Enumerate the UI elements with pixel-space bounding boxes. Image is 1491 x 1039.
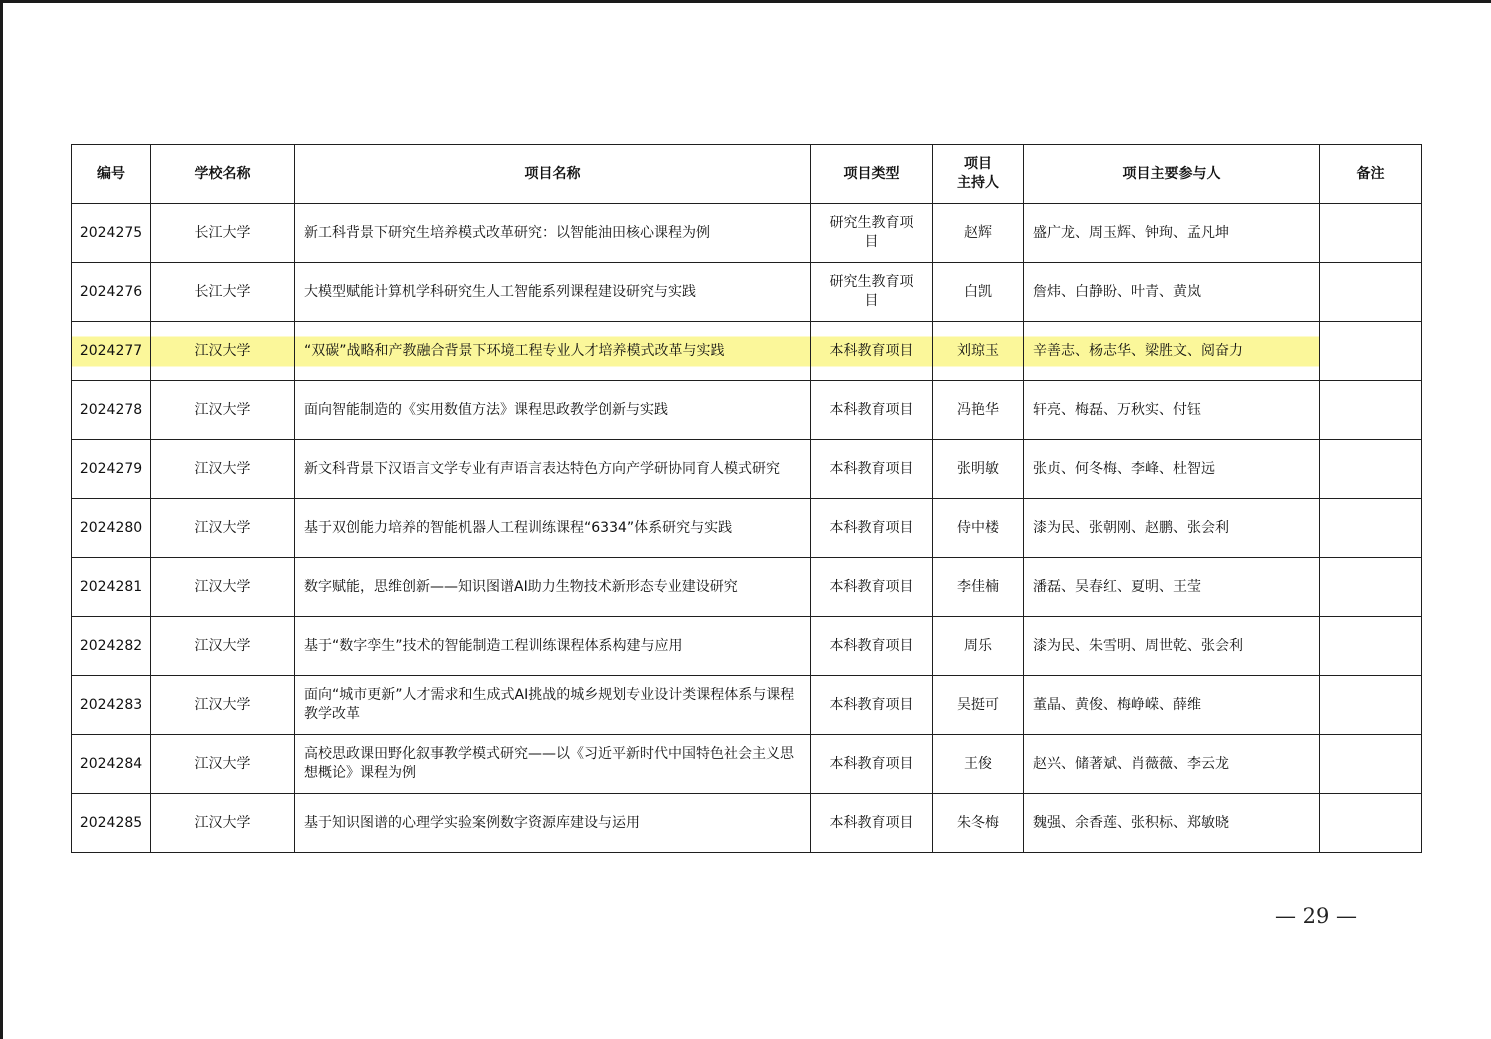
table-row: [72, 499, 1422, 558]
header-school: 学校名称: [151, 145, 295, 204]
cell-remark: [1320, 381, 1422, 440]
table-row: [72, 204, 1422, 263]
table-row: [72, 735, 1422, 794]
cell-number: 2024285: [72, 794, 151, 853]
project-table: [71, 144, 1422, 853]
cell-number: 2024284: [72, 735, 151, 794]
cell-school: 江汉大学: [151, 617, 295, 676]
cell-project-name: 数字赋能，思维创新——知识图谱AI助力生物技术新形态专业建设研究: [295, 558, 811, 617]
cell-members: 轩亮、梅磊、万秋实、付钰: [1024, 381, 1320, 440]
header-host-line2: 主持人: [957, 175, 999, 191]
cell-school: 江汉大学: [151, 735, 295, 794]
cell-project-type: 本科教育项目: [811, 558, 933, 617]
cell-school: 江汉大学: [151, 558, 295, 617]
cell-project-type: 本科教育项目: [811, 499, 933, 558]
cell-project-name: 基于“数字孪生”技术的智能制造工程训练课程体系构建与应用: [295, 617, 811, 676]
cell-remark: [1320, 558, 1422, 617]
cell-number: 2024282: [72, 617, 151, 676]
cell-host: 赵辉: [933, 204, 1024, 263]
cell-remark: [1320, 617, 1422, 676]
cell-project-name: 大模型赋能计算机学科研究生人工智能系列课程建设研究与实践: [295, 263, 811, 322]
cell-project-type: 本科教育项目: [811, 735, 933, 794]
table-row: [72, 676, 1422, 735]
cell-number: 2024283: [72, 676, 151, 735]
cell-remark: [1320, 440, 1422, 499]
cell-remark: [1320, 322, 1422, 381]
table-row: [72, 263, 1422, 322]
cell-members: 漆为民、朱雪明、周世乾、张会利: [1024, 617, 1320, 676]
cell-members: 辛善志、杨志华、梁胜文、阅奋力: [1024, 322, 1320, 381]
header-host: [933, 145, 1024, 204]
header-row: [72, 145, 1422, 204]
cell-members: 漆为民、张朝刚、赵鹏、张会利: [1024, 499, 1320, 558]
cell-project-type: 本科教育项目: [811, 440, 933, 499]
table-row: [72, 558, 1422, 617]
scan-border-left: [0, 0, 3, 1039]
cell-host: 张明敏: [933, 440, 1024, 499]
cell-host: 刘琼玉: [933, 322, 1024, 381]
cell-remark: [1320, 794, 1422, 853]
cell-school: 长江大学: [151, 204, 295, 263]
cell-school: 江汉大学: [151, 440, 295, 499]
cell-members: 张贞、何冬梅、李峰、杜智远: [1024, 440, 1320, 499]
cell-members: 潘磊、吴春红、夏明、王莹: [1024, 558, 1320, 617]
cell-project-name: 新工科背景下研究生培养模式改革研究：以智能油田核心课程为例: [295, 204, 811, 263]
cell-school: 江汉大学: [151, 676, 295, 735]
cell-host: 吴挺可: [933, 676, 1024, 735]
cell-number: 2024280: [72, 499, 151, 558]
header-number: 编号: [72, 145, 151, 204]
cell-number: 2024277: [72, 322, 151, 381]
cell-school: 江汉大学: [151, 322, 295, 381]
cell-school: 长江大学: [151, 263, 295, 322]
page-number: — 29 —: [1274, 904, 1358, 928]
cell-remark: [1320, 676, 1422, 735]
cell-project-name: 基于双创能力培养的智能机器人工程训练课程“6334”体系研究与实践: [295, 499, 811, 558]
cell-members: 盛广龙、周玉辉、钟珣、孟凡坤: [1024, 204, 1320, 263]
cell-project-type: 本科教育项目: [811, 322, 933, 381]
cell-remark: [1320, 204, 1422, 263]
cell-remark: [1320, 263, 1422, 322]
cell-project-type: 本科教育项目: [811, 381, 933, 440]
cell-school: 江汉大学: [151, 381, 295, 440]
cell-project-type: 本科教育项目: [811, 617, 933, 676]
cell-host: 周乐: [933, 617, 1024, 676]
table-row: [72, 322, 1422, 381]
table-header: [72, 145, 1422, 204]
cell-number: 2024281: [72, 558, 151, 617]
cell-members: 董晶、黄俊、梅峥嵘、薛维: [1024, 676, 1320, 735]
table-body: [72, 204, 1422, 853]
cell-project-name: “双碳”战略和产教融合背景下环境工程专业人才培养模式改革与实践: [295, 322, 811, 381]
cell-host: 王俊: [933, 735, 1024, 794]
header-members: 项目主要参与人: [1024, 145, 1320, 204]
header-project-type: 项目类型: [811, 145, 933, 204]
cell-members: 詹炜、白静盼、叶青、黄岚: [1024, 263, 1320, 322]
cell-project-type: 本科教育项目: [811, 794, 933, 853]
cell-project-name: 高校思政课田野化叙事教学模式研究——以《习近平新时代中国特色社会主义思想概论》课程为例: [295, 735, 811, 794]
cell-host: 李佳楠: [933, 558, 1024, 617]
table-row: [72, 381, 1422, 440]
cell-host: 冯艳华: [933, 381, 1024, 440]
header-host-line1: 项目: [964, 156, 992, 172]
scan-border-top: [0, 0, 1491, 3]
cell-project-type: 研究生教育项目: [811, 263, 933, 322]
cell-remark: [1320, 499, 1422, 558]
cell-project-type: 本科教育项目: [811, 676, 933, 735]
cell-host: 朱冬梅: [933, 794, 1024, 853]
table-row: [72, 794, 1422, 853]
cell-number: 2024278: [72, 381, 151, 440]
table-row: [72, 440, 1422, 499]
cell-number: 2024276: [72, 263, 151, 322]
cell-project-name: 面向智能制造的《实用数值方法》课程思政教学创新与实践: [295, 381, 811, 440]
cell-members: 赵兴、储著斌、肖薇薇、李云龙: [1024, 735, 1320, 794]
cell-members: 魏强、余香莲、张积标、郑敏晓: [1024, 794, 1320, 853]
cell-school: 江汉大学: [151, 794, 295, 853]
cell-remark: [1320, 735, 1422, 794]
cell-project-type: 研究生教育项目: [811, 204, 933, 263]
cell-project-name: 面向“城市更新”人才需求和生成式AI挑战的城乡规划专业设计类课程体系与课程教学改革: [295, 676, 811, 735]
cell-number: 2024279: [72, 440, 151, 499]
header-project-name: 项目名称: [295, 145, 811, 204]
cell-number: 2024275: [72, 204, 151, 263]
cell-host: 侍中楼: [933, 499, 1024, 558]
table-row: [72, 617, 1422, 676]
cell-project-name: 新文科背景下汉语言文学专业有声语言表达特色方向产学研协同育人模式研究: [295, 440, 811, 499]
header-remark: 备注: [1320, 145, 1422, 204]
cell-host: 白凯: [933, 263, 1024, 322]
cell-project-name: 基于知识图谱的心理学实验案例数字资源库建设与运用: [295, 794, 811, 853]
cell-school: 江汉大学: [151, 499, 295, 558]
